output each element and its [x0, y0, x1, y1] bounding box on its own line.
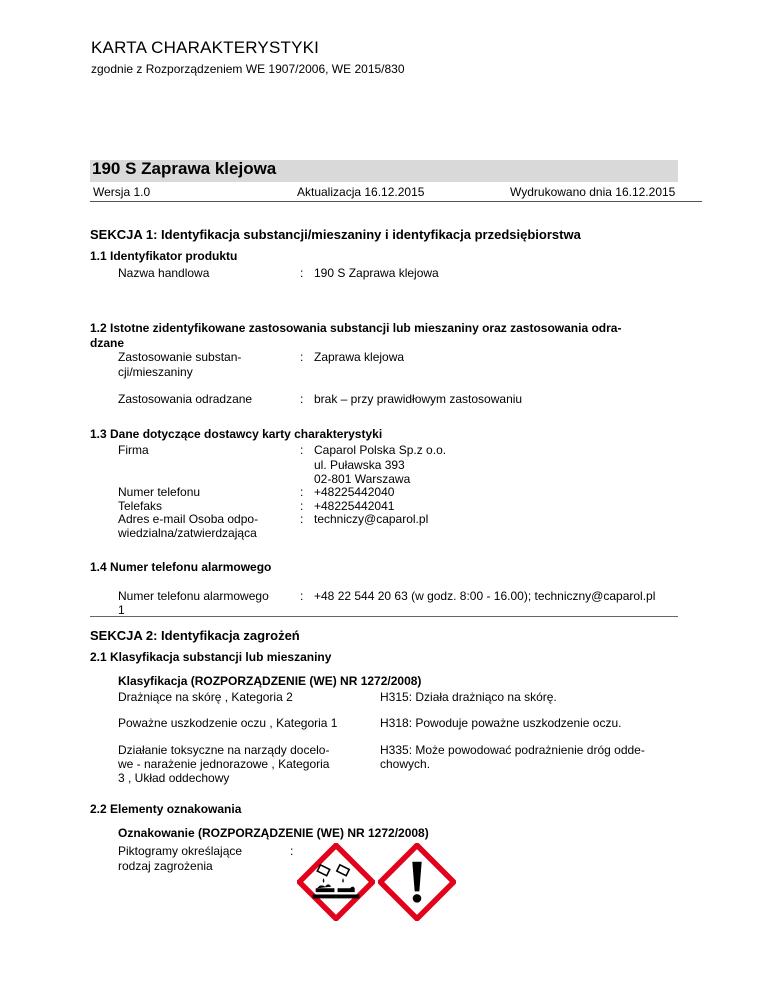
separator: :: [300, 266, 304, 280]
meta-divider: [90, 201, 702, 202]
hazard-category: 3 , Układ oddechowy: [118, 771, 230, 785]
separator: :: [300, 392, 304, 406]
separator: :: [300, 589, 304, 603]
section-1-4-heading: 1.4 Numer telefonu alarmowego: [90, 560, 272, 574]
hazard-statement: H335: Może powodować podrażnienie dróg odde-: [380, 743, 645, 757]
corrosion-icon: [297, 843, 375, 921]
company-city: 02-801 Warszawa: [314, 472, 411, 486]
section-1-3-heading: 1.3 Dane dotyczące dostawcy karty charakterystyki: [90, 427, 383, 441]
section-2-2-heading: 2.2 Elementy oznakowania: [90, 802, 242, 816]
emergency-label-line2: 1: [118, 603, 125, 617]
email-value: techniczy@caparol.pl: [314, 512, 429, 526]
separator: :: [300, 485, 304, 499]
separator: :: [290, 844, 294, 858]
email-label-line2: wiedzialna/zatwierdzająca: [118, 526, 257, 540]
document-subtitle: zgodnie z Rozporządzeniem WE 1907/2006, WE 2015/830: [91, 62, 405, 76]
section-1-heading: SEKCJA 1: Identyfikacja substancji/mieszaniny i identyfikacja przedsiębiorstwa: [90, 227, 581, 242]
pictograms-label-line2: rodzaj zagrożenia: [118, 859, 213, 873]
use-value: Zaprawa klejowa: [314, 350, 405, 364]
separator: :: [300, 443, 304, 457]
fax-label: Telefaks: [118, 499, 163, 513]
hazard-statement: H315: Działa drażniąco na skórę.: [380, 690, 557, 704]
fax-value: +48225442041: [314, 499, 395, 513]
hazard-statement: H318: Powoduje poważne uszkodzenie oczu.: [380, 716, 622, 730]
hazard-category: Działanie toksyczne na narządy docelo-: [118, 743, 330, 757]
section-1-1-heading: 1.1 Identyfikator produktu: [90, 249, 238, 263]
product-name: 190 S Zaprawa klejowa: [92, 159, 277, 178]
section-divider: [90, 616, 678, 617]
section-2-heading: SEKCJA 2: Identyfikacja zagrożeń: [90, 628, 300, 643]
advised-against-value: brak – przy prawidłowym zastosowaniu: [314, 392, 523, 406]
hazard-category: Drażniące na skórę , Kategoria 2: [118, 690, 293, 704]
phone-label: Numer telefonu: [118, 485, 201, 499]
exclamation-mark-icon: [378, 843, 456, 921]
separator: :: [300, 512, 304, 526]
trade-name-value: 190 S Zaprawa klejowa: [314, 266, 439, 280]
classification-heading: Klasyfikacja (ROZPORZĄDZENIE (WE) NR 1272/2008): [118, 674, 422, 688]
hazard-category: we - narażenie jednorazowe , Kategoria: [118, 757, 330, 771]
version-label: Wersja 1.0: [93, 185, 151, 199]
hazard-category: Poważne uszkodzenie oczu , Kategoria 1: [118, 716, 338, 730]
advised-against-label: Zastosowania odradzane: [118, 392, 253, 406]
company-label: Firma: [118, 443, 149, 457]
company-street: ul. Puławska 393: [314, 458, 405, 472]
section-2-1-heading: 2.1 Klasyfikacja substancji lub mieszaniny: [90, 650, 332, 664]
section-1-2-heading-line2: dzane: [90, 336, 125, 350]
hazard-statement: chowych.: [380, 757, 431, 771]
labelling-heading: Oznakowanie (ROZPORZĄDZENIE (WE) NR 1272/2008): [118, 826, 429, 840]
emergency-label-line1: Numer telefonu alarmowego: [118, 589, 269, 603]
updated-date: Aktualizacja 16.12.2015: [297, 185, 425, 199]
separator: :: [300, 350, 304, 364]
use-label-line1: Zastosowanie substan-: [118, 350, 242, 364]
separator: :: [300, 499, 304, 513]
pictograms-label-line1: Piktogramy określające: [118, 844, 243, 858]
printed-date: Wydrukowano dnia 16.12.2015: [510, 185, 676, 199]
email-label-line1: Adres e-mail Osoba odpo-: [118, 512, 259, 526]
use-label-line2: cji/mieszaniny: [118, 365, 193, 379]
section-1-2-heading-line1: 1.2 Istotne zidentyfikowane zastosowania substancji lub mieszaniny oraz zastosowania odra-: [90, 321, 622, 335]
trade-name-label: Nazwa handlowa: [118, 266, 210, 280]
company-name: Caparol Polska Sp.z o.o.: [314, 443, 447, 457]
emergency-phone-value: +48 22 544 20 63 (w godz. 8:00 - 16.00); techniczny@caparol.pl: [314, 589, 656, 603]
phone-value: +48225442040: [314, 485, 395, 499]
document-title: KARTA CHARAKTERYSTYKI: [91, 38, 320, 57]
